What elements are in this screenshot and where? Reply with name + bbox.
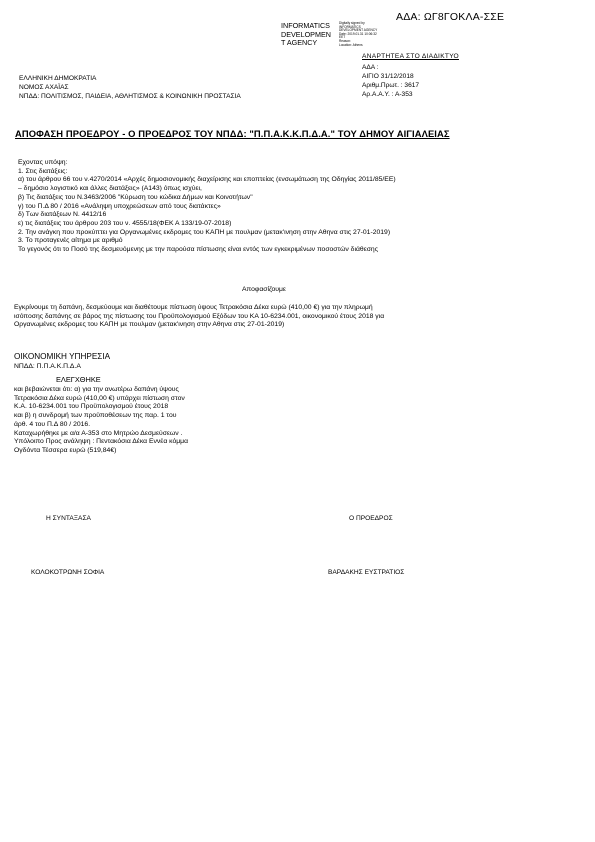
stamp-fine-line: DEVELOPMENT AGENCY (339, 28, 378, 33)
ada-top: ΑΔΑ: ΩΓ8ΓΟΚΛΑ-ΣΣΕ (396, 11, 505, 23)
consideration-line: α) του άρθρου 66 του ν.4270/2014 «Αρχές δημοσιονομικής διαχείρισης και εποπτείας (ενσωμάτωση της Οδηγίας 2011/85/ΕΕ) (18, 176, 396, 184)
finance-line: και βεβαιώνεται ότι: α) για την ανωτέρω δαπάνη ύψους (14, 386, 179, 393)
consideration-line: 2. Την ανάγκη που προκύπτει για Οργανωμένες εκδρομες του ΚΑΠΗ με πουλμαν (μετακ'ινηση στην Αθηνα στις 27-01-2019) (18, 228, 391, 236)
document-title: ΑΠΟΦΑΣΗ ΠΡΟΕΔΡΟΥ - Ο ΠΡΟΕΔΡΟΣ ΤΟΥ ΝΠΔΔ: "Π.Π.Α.Κ.Κ.Π.Δ.Α." ΤΟΥ ΔΗΜΟΥ ΑΙΓΙΑΛΕΙΑΣ (15, 128, 450, 139)
aay-number: Αρ.Α.Α.Υ. : Α-353 (362, 91, 413, 98)
finance-line: Υπόλοιπο Προς ανάληψη : Πεντακόσια Δέκα Εννέα κόμμα (14, 438, 189, 446)
stamp-fine-line: INFORMATICS (339, 24, 361, 29)
signature-left-role: Η ΣΥΝΤΑΞΑΣΑ (46, 515, 91, 522)
stamp-logo-line: INFORMATICS (281, 21, 330, 30)
protocol-number: Αριθμ.Πρωτ. : 3617 (362, 82, 420, 89)
finance-line: Τετρακόσια Δέκα ευρώ (410,00 €) υπάρχει πίστωση στον (14, 394, 185, 402)
consideration-line: 3. Το προταγενές αίτημα με αριθμό (18, 237, 123, 245)
finance-text (14, 386, 188, 456)
consideration-line: β) Τις διατάξεις του Ν.3463/2006 "Κύρωση του κώδικα Δήμων και Κοινοτήτων" (18, 193, 253, 201)
consideration-line: – δημόσιο λογιστικό και άλλες διατάξεις» (Α143) όπως ισχύει, (18, 185, 202, 193)
finance-line: Κ.Α. 10-6234.001 του Προϋπολογισμού έτους 2018 (14, 403, 169, 411)
finance-line: και β) η συνδρομή των προϋποθέσεων της παρ. 1 του (14, 412, 177, 420)
apofasizoume-heading: Αποφασίζουμε (242, 286, 286, 293)
decision-line: Εγκρίνουμε τη δαπάνη, δεσμεύουμε και διαθέτουμε πίστωση ύψους Τετρακόσια Δέκα ευρώ (410,00 €) για την πληρωμή (14, 304, 373, 311)
header-line: ΕΛΛΗΝΙΚΗ ΔΗΜΟΚΡΑΤΙΑ (19, 75, 97, 82)
stamp-fine-line: Digitally signed by (339, 21, 365, 25)
consideration-line: ε) τις διατάξεις του άρθρου 203 του ν. 4555/18(ΦΕΚ Α 133/19-07-2018) (18, 219, 232, 227)
elegxthike-label: ΕΛΕΓΧΘΗΚΕ (56, 375, 101, 384)
header-left (19, 74, 241, 101)
finance-heading: ΟΙΚΟΝΟΜΙΚΗ ΥΠΗΡΕΣΙΑ (14, 352, 111, 361)
header-line: ΝΟΜΟΣ ΑΧΑΪΑΣ (19, 84, 69, 91)
stamp-fine-line: EET (339, 35, 346, 40)
header-line: ΝΠΔΔ: ΠΟΛΙΤΙΣΜΟΣ, ΠΑΙΔΕΙΑ, ΑΘΛΗΤΙΣΜΟΣ & ΚΟΙΝΩΝΙΚΗ ΠΡΟΣΤΑΣΙΑ (19, 93, 241, 100)
consideration-line: Εχοντας υπόψη: (18, 159, 68, 166)
signature-left-name: ΚΟΛΟΚΟΤΡΩΝΗ ΣΟΦΙΑ (31, 569, 105, 576)
finance-line: Καταχωρήθηκε με α/α Α-353 στο Μητρώο Δεσμεύσεων . (14, 429, 183, 437)
stamp-logo-text (281, 22, 331, 48)
consideration-line: δ) Των διατάξεων Ν. 4412/16 (18, 211, 107, 219)
finance-line: Ογδόντα Τέσσερα ευρώ (519,84€) (14, 446, 117, 454)
finance-line: άρθ. 4 του Π.Δ 80 / 2016. (14, 420, 91, 428)
stamp-logo-line: T AGENCY (281, 38, 318, 48)
consideration-line: Το γεγονός ότι το Ποσό της δεσμευόμενης με την παρούσα πίστωσης είναι εντός των εγκεκριμένων ποσοστών διάθεσης (18, 246, 378, 254)
consideration-line: γ) του Π.Δ 80 / 2016 «Ανάληψη υποχρεώσεων από τους διατάκτες» (18, 202, 221, 210)
consideration-line: 1. Στις διατάξεις: (18, 167, 68, 175)
stamp-fine-text (339, 22, 377, 47)
decision-text (14, 304, 384, 330)
date-line: ΑΙΓΙΟ 31/12/2018 (362, 73, 414, 80)
decision-line: Οργανωμένες εκδρομες του ΚΑΠΗ με πουλμαν (μετακ'ινηση στην Αθηνα στις 27-01-2019) (14, 321, 285, 329)
signature-right-name: ΒΑΡΔΑΚΗΣ ΕΥΣΤΡΑΤΙΟΣ (328, 569, 405, 576)
signature-right-role: Ο ΠΡΟΕΔΡΟΣ (349, 515, 393, 522)
decision-line: ισόποσης δαπάνης σε βάρος της πίστωσης του Προϋπολογισμού Εξόδων του ΚΑ 10-6234.001, οικονομικού έτους 2018 για (14, 312, 385, 320)
considerations (18, 159, 396, 255)
header-right (362, 52, 459, 99)
finance-npdd: ΝΠΔΔ: Π.Π.Α.Κ.Π.Δ.Α (14, 363, 81, 370)
stamp-logo-line: DEVELOPMEN (281, 29, 331, 39)
anartitea-label: ΑΝΑΡΤΗΤΕΑ ΣΤΟ ΔΙΑΔΙΚΤΥΟ (362, 53, 459, 60)
stamp-fine-line: Location: Athens (339, 42, 363, 47)
ada-field: ΑΔΑ : (362, 64, 379, 71)
stamp-fine-line: Reason: (339, 38, 351, 43)
stamp-fine-line: Date: 2019.01.31 10:06:32 (339, 31, 377, 36)
